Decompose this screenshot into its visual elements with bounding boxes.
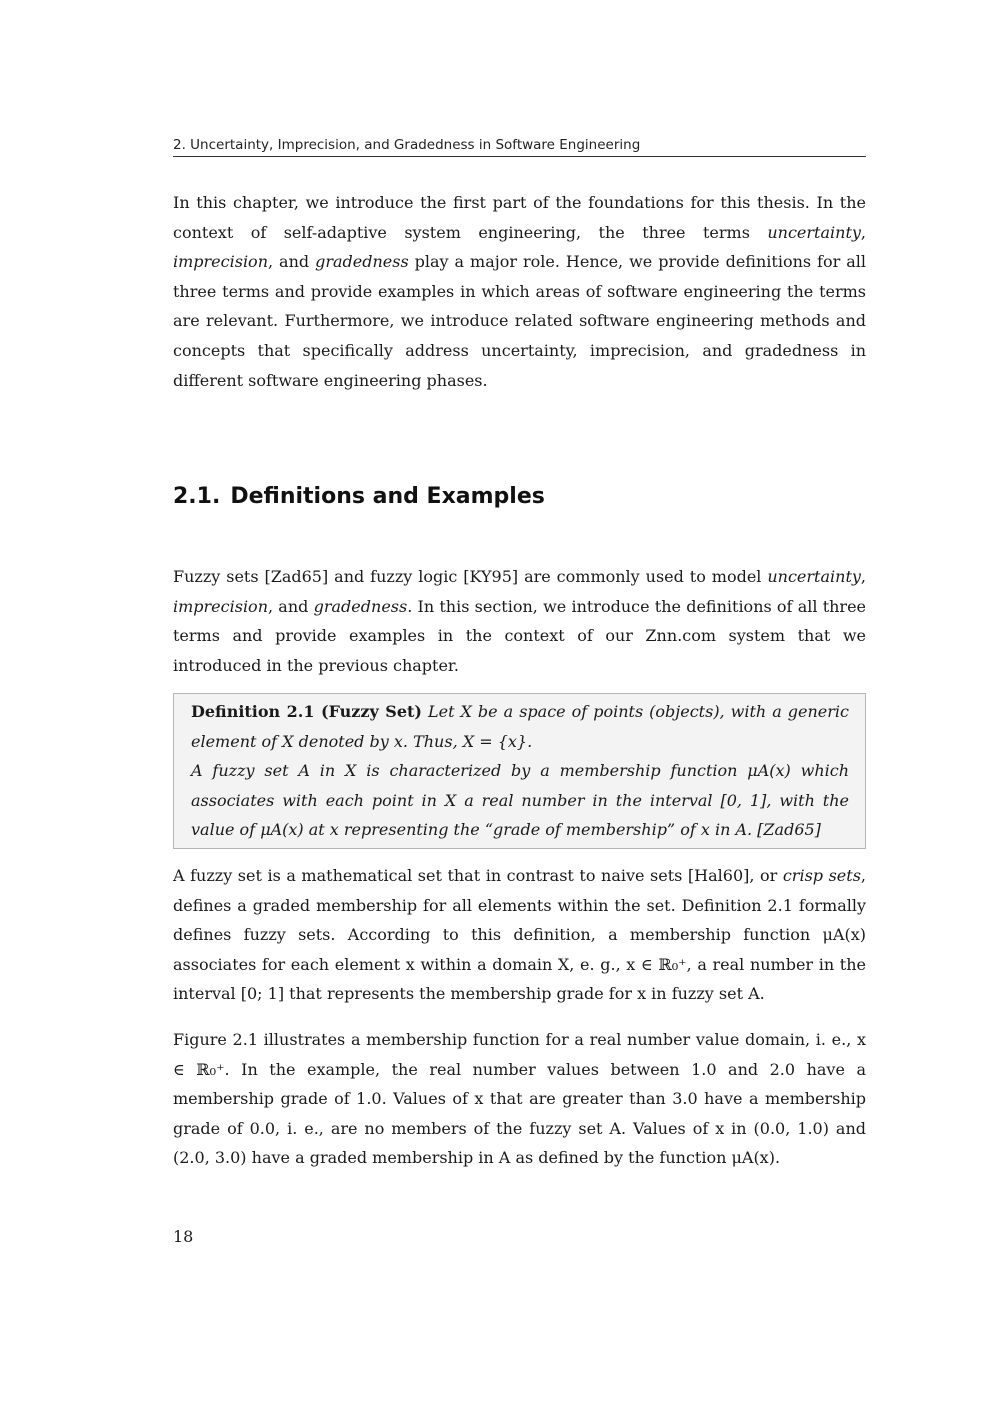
running-header: 2. Uncertainty, Imprecision, and Gradedness in Software Engineering: [173, 137, 866, 157]
term-gradedness: gradedness: [315, 252, 409, 272]
section-title: Definitions and Examples: [230, 484, 545, 509]
intro-paragraph: In this chapter, we introduce the first part of the foundations for this thesis. In the context of self-adaptive system engineering, the three terms uncertainty, imprecision, and gradedness play a major role. Hence, we provide definitions for all three terms and provide examples in which areas of software engineering the terms are relevant. Furthermore, we introduce related software engineering methods and concepts that specifically address uncertainty, imprecision, and gradedness in different software engineering phases.: [173, 193, 867, 390]
fuzzy-intro-paragraph: Fuzzy sets [Zad65] and fuzzy logic [KY95] are commonly used to model uncertainty, imprecision, and gradedness. In this section, we introduce the definitions of all three terms and provide examples in the context of our Znn.com system that we introduced in the previous chapter.: [173, 567, 867, 675]
section-number: 2.1.: [173, 484, 221, 509]
page-number: 18: [173, 1227, 194, 1246]
fuzzy-set-explanation-paragraph: A fuzzy set is a mathematical set that in contrast to naive sets [Hal60], or crisp sets, defines a graded membership for all elements within the set. Definition 2.1 formally defines fuzzy sets. According to this definition, a membership function μA(x) associates for each element x within a domain X, e. g., x ∈ ℝ₀⁺, a real number in the interval [0; 1] that represents the membership grade for x in fuzzy set A.: [173, 866, 866, 1004]
definition-label: Definition 2.1 (Fuzzy Set): [191, 702, 422, 721]
figure-description-paragraph: Figure 2.1 illustrates a membership function for a real number value domain, i. e., x ∈ ℝ₀⁺. In the example, the real number values between 1.0 and 2.0 have a membership grade of 1.0. Values of x that are greater than 3.0 have a membership grade of 0.0, i. e., are no members of the fuzzy set A. Values of x in (0.0, 1.0) and (2.0, 3.0) have a graded membership in A as defined by the function μA(x).: [173, 1030, 866, 1168]
term-imprecision: imprecision: [173, 252, 268, 272]
term-uncertainty: uncertainty: [767, 222, 861, 242]
definition-box: [173, 693, 866, 849]
page: [173, 0, 866, 1414]
definition-line-1: Definition 2.1 (Fuzzy Set) Let X be a space of points (objects), with a generic element of X denoted by x. Thus, X = {x}.: [191, 702, 849, 751]
section-heading: [173, 484, 866, 509]
definition-line-2: A fuzzy set A in X is characterized by a membership function μA(x) which associates with each point in X a real number in the interval [0, 1], with the value of μA(x) at x representing the “grade of membership” of x in A. [Zad65]: [191, 761, 849, 840]
